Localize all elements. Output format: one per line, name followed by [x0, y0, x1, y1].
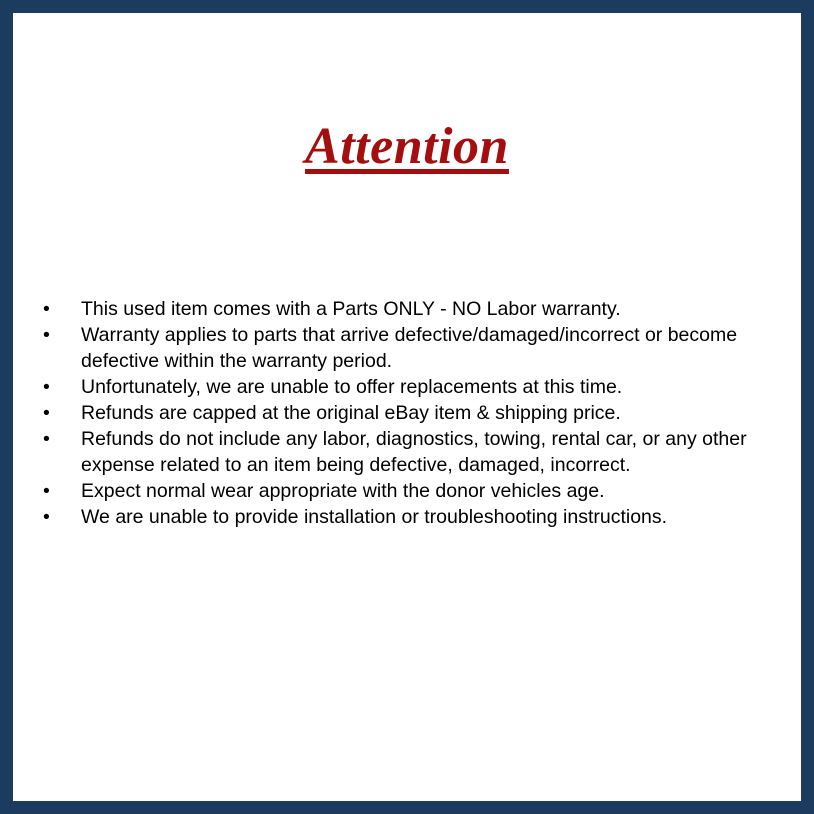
- policy-bullet-list: [29, 296, 781, 530]
- bullet-icon: •: [43, 480, 50, 502]
- bullet-icon: •: [43, 324, 50, 346]
- list-item: [29, 504, 781, 530]
- bullet-icon: •: [43, 298, 50, 320]
- list-item: [29, 296, 781, 322]
- bullet-icon: •: [43, 402, 50, 424]
- list-item-text: Expect normal wear appropriate with the donor vehicles age.: [81, 480, 605, 502]
- list-item-text: We are unable to provide installation or troubleshooting instructions.: [81, 506, 668, 528]
- bullet-icon: •: [43, 428, 50, 450]
- list-item: [29, 374, 781, 400]
- list-item: [29, 426, 781, 478]
- list-item-text: Warranty applies to parts that arrive defective/damaged/incorrect or become defective within the warranty period.: [81, 324, 738, 372]
- list-item-text: This used item comes with a Parts ONLY - NO Labor warranty.: [81, 298, 621, 320]
- list-item-text: Refunds are capped at the original eBay item & shipping price.: [81, 402, 621, 424]
- bullet-icon: •: [43, 376, 50, 398]
- notice-content: [13, 13, 801, 801]
- list-item-text: Unfortunately, we are unable to offer replacements at this time.: [81, 376, 623, 398]
- list-item: [29, 322, 781, 374]
- page-title: Attention: [305, 118, 509, 175]
- list-item: [29, 400, 781, 426]
- bullet-icon: •: [43, 506, 50, 528]
- list-item: [29, 478, 781, 504]
- list-item-text: Refunds do not include any labor, diagnostics, towing, rental car, or any other expense related to an item being defective, damaged, incorrect.: [81, 428, 747, 476]
